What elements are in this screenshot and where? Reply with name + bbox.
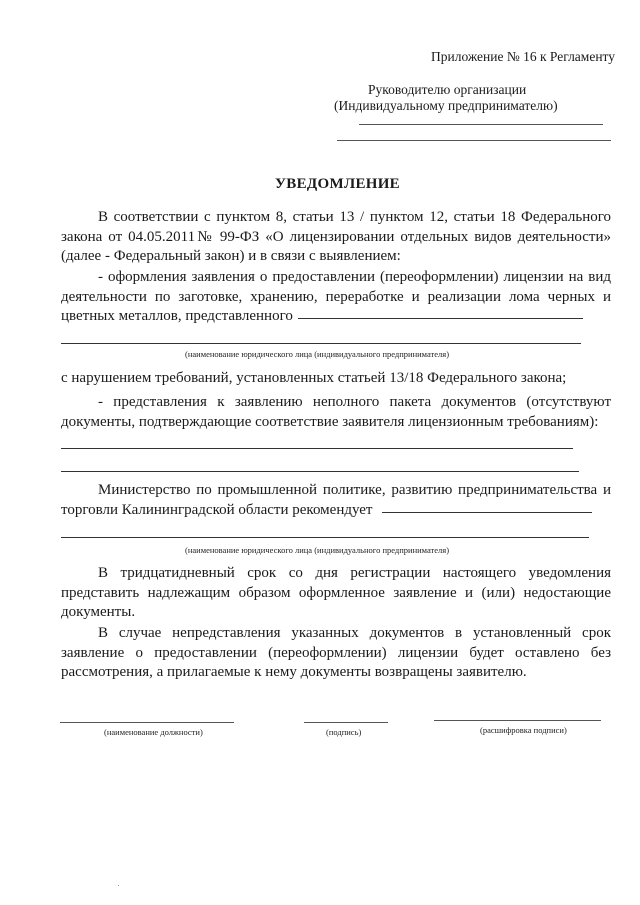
entity-blank-inline [298,318,583,319]
signature-caption: (подпись) [326,727,362,737]
signature-line [304,722,388,723]
recipient-line-1: Руководителю организации [368,82,527,97]
recipient-blank-line-1 [359,124,603,125]
scan-speck [118,885,119,886]
recipient-line-2: (Индивидуальному предпринимателю) [334,98,558,113]
appendix-label: Приложение № 16 к Регламенту [431,49,616,64]
paragraph-legal-basis: В соответствии с пунктом 8, статьи 13 / пунктом 12, статьи 18 Федерального закона от 04.05.2011№ 99-ФЗ «О лицензировании отдельных видов деятельности» (далее - Федеральный закон) и в связи с выявлением: [61,209,611,264]
docs-blank-line-1 [61,448,573,449]
paragraph-deadline: В тридцатидневный срок со дня регистрации настоящего уведомления представить надлежащим образом оформленное заявление и (или) недостающие документы. [61,565,611,620]
recipient-blank-line-2 [337,140,611,141]
entity-caption-1: (наименование юридического лица (индивидуального предпринимателя) [185,349,450,359]
position-caption: (наименование должности) [104,727,203,737]
position-signature-line [60,722,234,723]
paragraph-violation: с нарушением требований, установленных статьей 13/18 Федерального закона; [61,370,567,386]
name-caption: (расшифровка подписи) [480,725,567,735]
paragraph-incomplete-docs: - представления к заявлению неполного пакета документов (отсутствуют документы, подтверждающие соответствие заявителя лицензионным требованиям): [61,394,611,430]
document-title: УВЕДОМЛЕНИЕ [275,176,400,192]
entity-caption-2: (наименование юридического лица (индивидуального предпринимателя) [185,545,450,555]
paragraph-ministry: Министерство по промышленной политике, развитию предпринимательства и торговли Калининградской области рекомендует [61,482,611,518]
paragraph-application-issue: - оформления заявления о предоставлении (переоформлении) лицензии на вид деятельности по заготовке, хранению, переработке и реализации лома черных и цветных металлов, представленного [61,269,611,324]
ministry-recommendation-blank [382,512,592,513]
entity-blank-line-1 [61,343,581,344]
docs-blank-line-2 [61,471,579,472]
entity-blank-line-2 [61,537,589,538]
paragraph-consequences: В случае непредставления указанных документов в установленный срок заявление о предоставлении (переоформлении) лицензии будет оставлено без рассмотрения, а прилагаемые к нему документы возвращены заявителю. [61,625,611,680]
name-decoding-line [434,720,601,721]
